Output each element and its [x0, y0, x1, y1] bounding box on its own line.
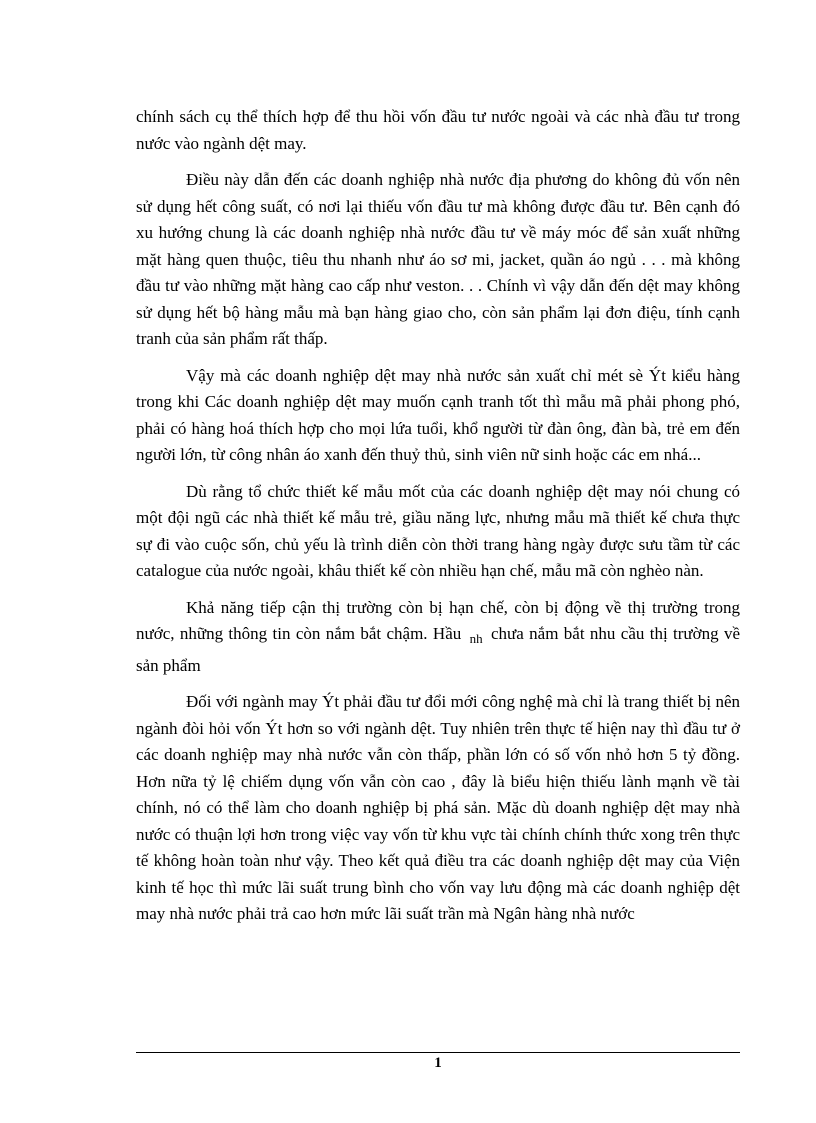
paragraph-5-subscript: nh: [469, 631, 483, 646]
paragraph-3: Vậy mà các doanh nghiệp dệt may nhà nước sản xuất chỉ mét sè Ýt kiểu hàng trong khi Các doanh nghiệp dệt may muốn cạnh tranh tốt thì mẫu mã phải phong phó, phải có hàng hoá thích hợp cho mọi lứa tuổi, khổ người từ đàn ông, đàn bà, trẻ em đến người lớn, từ công nhân áo xanh đến thuỷ thủ, sinh viên nữ sinh hoặc các em nhá...: [136, 365, 740, 464]
paragraph-5-text-start: Khả năng tiếp cận thị trường còn bị hạn chế, còn bị động về thị trường trong nước, những thông tin còn nắm bắt chậm. Hầu: [136, 597, 740, 643]
paragraph-5-text-end: chưa nắm bắt nhu cầu thị trường về sản phẩm: [136, 624, 741, 675]
page-body: [136, 104, 740, 938]
paragraph-1: chính sách cụ thể thích hợp để thu hồi vốn đầu tư nước ngoài và các nhà đầu tư trong nước vào ngành dệt may.: [136, 107, 740, 153]
paragraph-6: Đối với ngành may Ýt phải đầu tư đổi mới công nghệ mà chỉ là trang thiết bị nên ngành đòi hỏi vốn Ýt hơn so với ngành dệt. Tuy nhiên trên thực tế hiện nay thì đầu tư ở các doanh nghiệp may nhà nước vẫn còn thấp, phần lớn có số vốn nhỏ hơn 5 tỷ đồng. Hơn nữa tỷ lệ chiếm dụng vốn vẫn còn cao , đây là biểu hiện thiếu lành mạnh về tài chính, nó có thể làm cho doanh nghiệp bị phá sản. Mặc dù doanh nghiệp dệt may nhà nước có thuận lợi hơn trong việc vay vốn từ khu vực tài chính chính thức xong trên thực tế không hoàn toàn như vậy. Theo kết quả điều tra các doanh nghiệp dệt may của Viện kinh tế học thì mức lãi suất trung bình cho vốn vay lưu động mà các doanh nghiệp dệt may nhà nước phải trả cao hơn mức lãi suất trần mà Ngân hàng nhà nước: [136, 692, 740, 923]
paragraph-4: Dù rằng tổ chức thiết kế mẫu mốt của các doanh nghiệp dệt may nói chung có một đội ngũ các nhà thiết kế mẫu trẻ, giầu năng lực, nhưng mẫu mã thiết kế chưa thực sự đi vào cuộc sốn, chủ yếu là trình diễn còn thời trang hàng ngày được sưu tầm từ các catalogue của nước ngoài, khâu thiết kế còn nhiều hạn chế, mẫu mã còn nghèo nàn.: [136, 481, 740, 580]
page-number: 1: [434, 1055, 442, 1071]
footer-divider: [136, 1052, 740, 1053]
paragraph-2: Điều này dẫn đến các doanh nghiệp nhà nước địa phương do không đủ vốn nên sử dụng hết công suất, có nơi lại thiếu vốn đầu tư mà không được đầu tư. Bên cạnh đó xu hướng chung là các doanh nghiệp nhà nước đầu tư về máy móc để sản xuất những mặt hàng quen thuộc, tiêu thu nhanh như áo sơ mi, jacket, quần áo ngủ . . . mà không đầu tư vào những mặt hàng cao cấp như veston. . . Chính vì vậy dẫn đến dệt may không sử dụng hết bộ hàng mẫu mà bạn hàng giao cho, còn sản phẩm lại đơn điệu, tính cạnh tranh của sản phẩm rất thấp.: [136, 170, 740, 348]
paragraph-5: [136, 595, 740, 680]
